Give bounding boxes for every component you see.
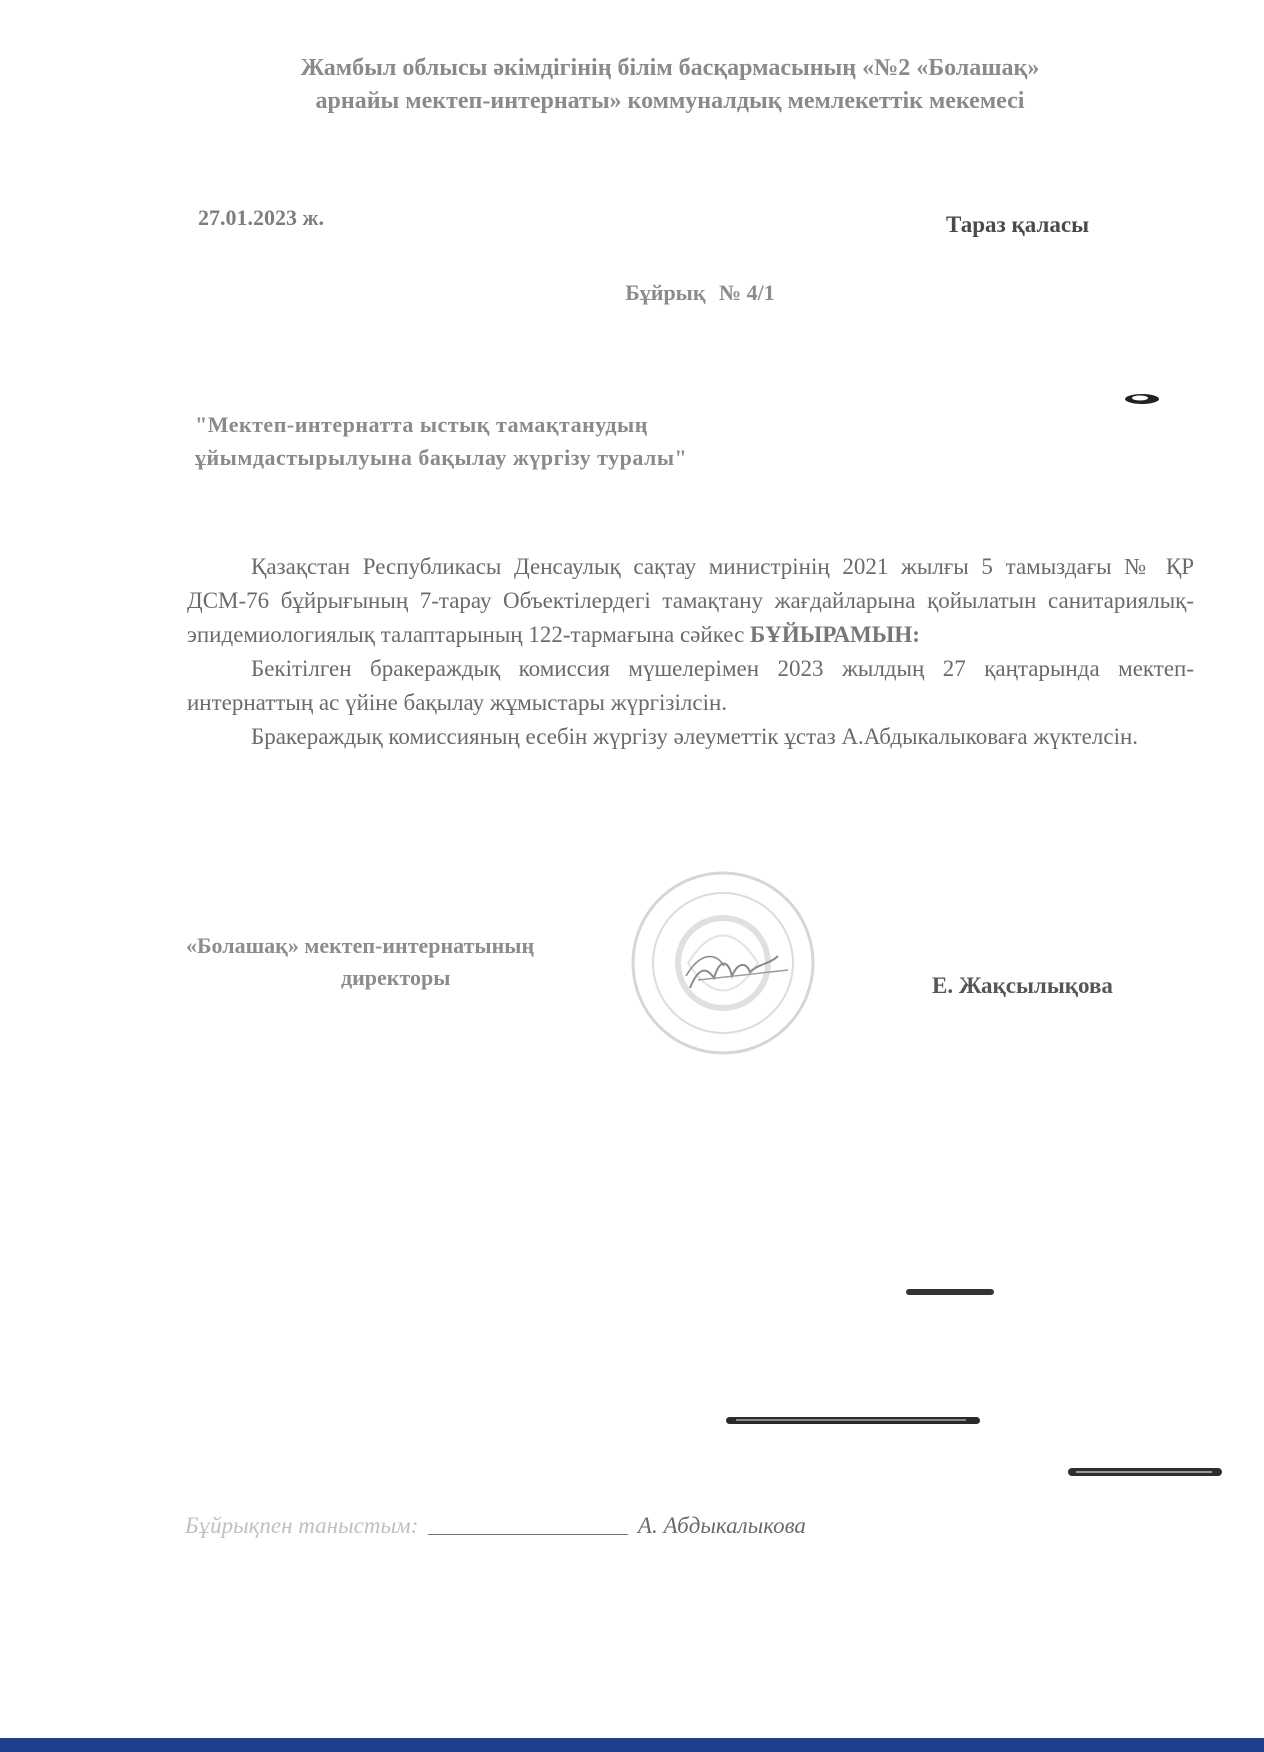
- institution-header: [180, 52, 1160, 118]
- subject-line-1: "Мектеп-интернатта ыстық тамақтанудың: [195, 412, 648, 437]
- order-label: Бұйрық: [625, 280, 706, 305]
- scan-smudge-icon: [1068, 1465, 1224, 1479]
- scan-blot-icon: [1120, 390, 1164, 408]
- body-paragraph-1-text: Қазақстан Республикасы Денсаулық сақтау министрінің 2021 жылғы 5 тамыздағы № ҚР ДСМ-76 бұйрығының 7-тарау Объектілердегі тамақтану жағдайларына қойылатын санитариялық-эпидемиологиялық талаптарының 122-тармағына сәйкес: [187, 554, 1194, 647]
- header-line-2: арнайы мектеп-интернаты» коммуналдық мемлекеттік мекемесі: [315, 88, 1025, 114]
- acknowledgement-label: Бұйрықпен таныстым:: [185, 1513, 419, 1538]
- body-paragraph-2: Бекітілген бракераждық комиссия мүшелерімен 2023 жылдың 27 қаңтарында мектеп-интернаттың ас үйіне бақылау жұмыстары жүргізілсін.: [187, 656, 1194, 715]
- scan-smudge-icon: [726, 1413, 982, 1427]
- acknowledgement-line: [185, 1513, 806, 1539]
- body-paragraph-3: Бракераждық комиссияның есебін жүргізу әлеуметтік ұстаз А.Абдыкалыковаға жүктелсін.: [251, 724, 1139, 749]
- order-directive: БҰЙЫРАМЫН:: [750, 622, 920, 647]
- director-name: Е. Жақсылықова: [932, 973, 1113, 998]
- signatory-org: «Болашақ» мектеп-интернатының: [186, 933, 535, 958]
- order-body: [187, 550, 1194, 754]
- acknowledgement-signature-line: [428, 1514, 628, 1535]
- order-city: Тараз қаласы: [946, 212, 1090, 237]
- order-title: [500, 280, 900, 306]
- header-line-1: Жамбыл облысы әкімдігінің білім басқармасының «№2 «Болашақ»: [300, 55, 1040, 81]
- official-stamp-icon: [628, 868, 818, 1058]
- scan-smudge-icon: [906, 1287, 996, 1297]
- acknowledgement-name: А. Абдыкалыкова: [637, 1513, 806, 1538]
- subject-line-2: ұйымдастырылуына бақылау жүргізу туралы": [195, 445, 688, 470]
- order-date: 27.01.2023 ж.: [198, 205, 324, 230]
- signatory-title: [186, 930, 646, 994]
- order-number: № 4/1: [719, 280, 775, 305]
- body-paragraph-1: [187, 550, 1194, 652]
- scan-edge: [0, 1738, 1264, 1752]
- order-subject: [195, 408, 915, 474]
- signatory-role: директоры: [341, 965, 451, 990]
